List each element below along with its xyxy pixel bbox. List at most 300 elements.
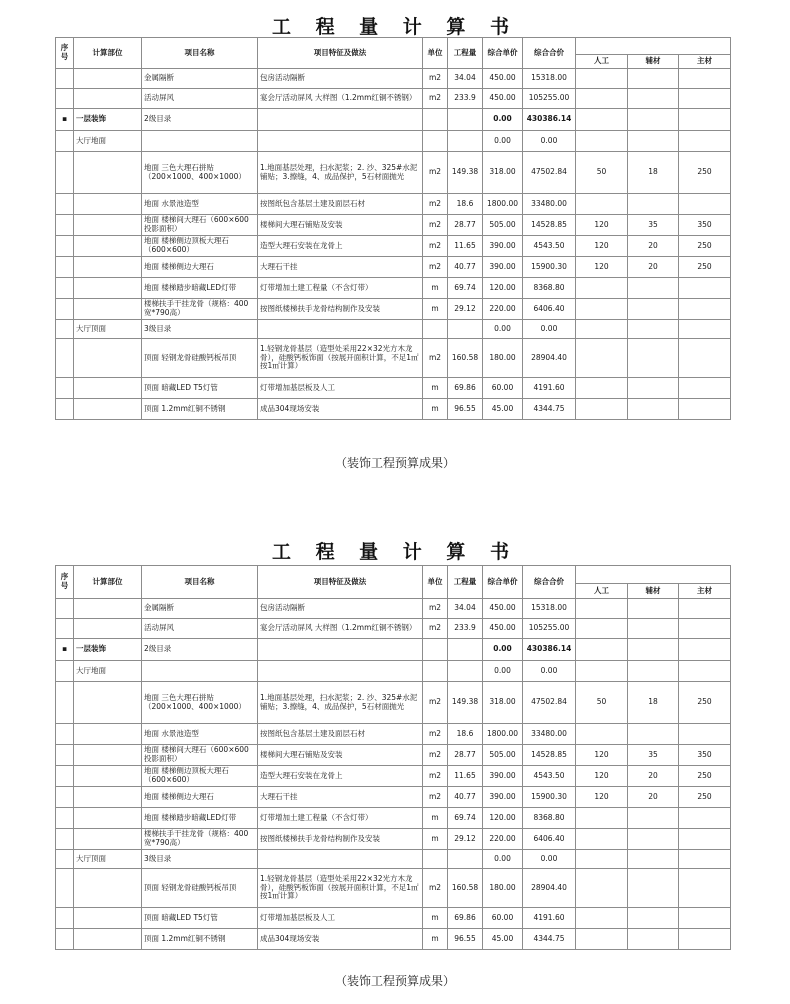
cell-unit-price: 0.00 (483, 320, 523, 339)
cell-unit-price: 318.00 (483, 152, 523, 194)
cell-labor (576, 131, 628, 152)
table-row (56, 929, 731, 950)
cell-aux-material (628, 378, 679, 399)
cell-total-price: 28904.40 (523, 339, 576, 378)
cell-main-material (679, 599, 731, 619)
cell-features: 1.轻钢龙骨基层（造型处采用22×32光方木龙骨），硅酸钙板饰面（按展开面积计算，不足1㎡按1㎡计算） (258, 339, 423, 378)
cell-features: 灯带增加土建工程量（不含灯带） (258, 808, 423, 829)
cell-unit: m2 (423, 682, 448, 724)
cell-main-material (679, 69, 731, 89)
cell-aux-material: 20 (628, 766, 679, 787)
cell-item-name (142, 661, 258, 682)
cell-unit: m2 (423, 152, 448, 194)
cell-aux-material (628, 619, 679, 639)
cell-location: 大厅顶面 (74, 850, 142, 869)
table-row (56, 257, 731, 278)
cell-unit-price: 450.00 (483, 89, 523, 109)
cell-labor (576, 320, 628, 339)
cell-location (74, 787, 142, 808)
cell-item-name: 楼梯扶手干挂龙骨（规格：400宽*790高） (142, 829, 258, 850)
cell-aux-material: 35 (628, 215, 679, 236)
cell-quantity (448, 639, 483, 661)
cell-aux-material: 35 (628, 745, 679, 766)
cell-labor (576, 299, 628, 320)
table-row (56, 109, 731, 131)
cell-quantity (448, 320, 483, 339)
cell-total-price: 4543.50 (523, 236, 576, 257)
cell-unit: m (423, 299, 448, 320)
cell-features: 包房活动隔断 (258, 69, 423, 89)
cell-item-name: 3级目录 (142, 850, 258, 869)
cell-aux-material: 18 (628, 152, 679, 194)
cell-unit: m2 (423, 869, 448, 908)
header-unit: 单位 (423, 566, 448, 599)
cell-aux-material: 20 (628, 257, 679, 278)
cell-labor: 120 (576, 215, 628, 236)
cell-seq (56, 399, 74, 420)
cell-item-name: 地面 楼梯间大理石（600×600投影面积） (142, 215, 258, 236)
header-cost-breakdown (576, 38, 731, 55)
cell-aux-material (628, 829, 679, 850)
cell-main-material (679, 829, 731, 850)
cell-features: 宴会厅活动屏风 大样图（1.2mm红铜不锈钢） (258, 89, 423, 109)
cell-unit-price: 318.00 (483, 682, 523, 724)
cell-aux-material: 20 (628, 236, 679, 257)
table-row (56, 320, 731, 339)
cell-total-price: 15318.00 (523, 69, 576, 89)
cell-location (74, 378, 142, 399)
cell-labor (576, 639, 628, 661)
cell-main-material (679, 378, 731, 399)
cell-seq (56, 766, 74, 787)
cell-labor (576, 929, 628, 950)
cell-total-price: 105255.00 (523, 619, 576, 639)
table-row (56, 850, 731, 869)
cell-labor (576, 399, 628, 420)
cell-main-material (679, 399, 731, 420)
table-row (56, 619, 731, 639)
table-row (56, 278, 731, 299)
cell-features: 按图纸楼梯扶手龙骨结构制作及安装 (258, 299, 423, 320)
cell-seq (56, 152, 74, 194)
cell-main-material: 250 (679, 787, 731, 808)
cell-quantity: 34.04 (448, 599, 483, 619)
cell-unit: m2 (423, 89, 448, 109)
cell-features: 按图纸楼梯扶手龙骨结构制作及安装 (258, 829, 423, 850)
cell-quantity: 18.6 (448, 194, 483, 215)
cell-aux-material (628, 131, 679, 152)
table-row (56, 745, 731, 766)
cell-labor: 120 (576, 766, 628, 787)
table-row (56, 194, 731, 215)
cell-quantity: 96.55 (448, 399, 483, 420)
cell-aux-material (628, 808, 679, 829)
cell-unit: m2 (423, 236, 448, 257)
cell-total-price: 4191.60 (523, 908, 576, 929)
table-row (56, 299, 731, 320)
cell-unit: m (423, 829, 448, 850)
cell-location (74, 194, 142, 215)
cell-features (258, 850, 423, 869)
cell-labor: 50 (576, 152, 628, 194)
header-seq: 序号 (56, 566, 74, 599)
cell-total-price: 15318.00 (523, 599, 576, 619)
cell-unit (423, 639, 448, 661)
cell-features: 楼梯间大理石铺贴及安装 (258, 745, 423, 766)
cell-total-price: 0.00 (523, 131, 576, 152)
cell-aux-material (628, 724, 679, 745)
cell-location: 一层装饰 (74, 109, 142, 131)
cell-aux-material (628, 278, 679, 299)
caption: （装饰工程预算成果） (334, 974, 455, 988)
cell-main-material (679, 869, 731, 908)
cell-unit (423, 109, 448, 131)
cell-unit: m2 (423, 766, 448, 787)
header-aux-material: 辅材 (628, 584, 679, 599)
table-row (56, 599, 731, 619)
cell-location (74, 908, 142, 929)
cell-location (74, 69, 142, 89)
table-row (56, 69, 731, 89)
cell-unit-price: 450.00 (483, 599, 523, 619)
table-row (56, 399, 731, 420)
cell-main-material (679, 929, 731, 950)
cell-total-price: 4191.60 (523, 378, 576, 399)
cell-unit-price: 45.00 (483, 399, 523, 420)
cell-quantity (448, 131, 483, 152)
cell-total-price: 28904.40 (523, 869, 576, 908)
cell-unit: m (423, 929, 448, 950)
cell-quantity: 29.12 (448, 829, 483, 850)
cell-labor (576, 89, 628, 109)
cell-item-name: 地面 楼梯侧边大理石 (142, 787, 258, 808)
cell-features: 灯带增加土建工程量（不含灯带） (258, 278, 423, 299)
cell-seq (56, 682, 74, 724)
cell-labor (576, 599, 628, 619)
cell-unit (423, 320, 448, 339)
cell-location (74, 745, 142, 766)
cell-location: 一层装饰 (74, 639, 142, 661)
cell-unit-price: 180.00 (483, 339, 523, 378)
cell-features (258, 320, 423, 339)
cell-aux-material (628, 299, 679, 320)
table-row (56, 829, 731, 850)
cell-item-name: 2级目录 (142, 109, 258, 131)
cell-quantity: 34.04 (448, 69, 483, 89)
cell-seq (56, 257, 74, 278)
quantity-table (55, 565, 731, 950)
cell-seq (56, 808, 74, 829)
cell-location (74, 257, 142, 278)
cell-labor (576, 661, 628, 682)
cell-unit-price: 505.00 (483, 215, 523, 236)
cell-location (74, 399, 142, 420)
cell-total-price: 4344.75 (523, 929, 576, 950)
cell-features (258, 661, 423, 682)
cell-total-price: 15900.30 (523, 257, 576, 278)
cell-location (74, 299, 142, 320)
cell-seq (56, 278, 74, 299)
table-row (56, 152, 731, 194)
caption: （装饰工程预算成果） (334, 456, 455, 470)
cell-labor (576, 378, 628, 399)
table-row (56, 378, 731, 399)
cell-total-price: 105255.00 (523, 89, 576, 109)
header-total-price: 综合合价 (523, 38, 576, 69)
cell-location (74, 766, 142, 787)
cell-location: 大厅地面 (74, 131, 142, 152)
cell-labor (576, 194, 628, 215)
cell-main-material: 350 (679, 215, 731, 236)
cell-unit-price: 220.00 (483, 829, 523, 850)
table-row (56, 682, 731, 724)
document-title: 工 程 量 计 算 书 (271, 16, 519, 38)
cell-quantity: 69.74 (448, 278, 483, 299)
cell-quantity: 69.86 (448, 378, 483, 399)
cell-unit: m2 (423, 787, 448, 808)
cell-total-price: 0.00 (523, 850, 576, 869)
cell-location (74, 339, 142, 378)
table-row (56, 908, 731, 929)
cell-seq (56, 89, 74, 109)
cell-aux-material (628, 908, 679, 929)
cell-seq: ▪ (56, 639, 74, 661)
header-unit: 单位 (423, 38, 448, 69)
cell-features: 1.轻钢龙骨基层（造型处采用22×32光方木龙骨），硅酸钙板饰面（按展开面积计算，不足1㎡按1㎡计算） (258, 869, 423, 908)
cell-quantity (448, 850, 483, 869)
header-unit-price: 综合单价 (483, 38, 523, 69)
cell-features: 1.地面基层处理，扫水泥浆；2. 沙、325#水泥铺贴；3.擦缝，4、成品保护，5石材面抛光 (258, 682, 423, 724)
cell-item-name: 金属隔断 (142, 599, 258, 619)
cell-unit: m2 (423, 619, 448, 639)
cell-main-material (679, 89, 731, 109)
cell-unit: m2 (423, 745, 448, 766)
cell-item-name: 地面 楼梯踏步暗藏LED灯带 (142, 808, 258, 829)
cell-item-name: 地面 三色大理石拼贴（200×1000、400×1000） (142, 682, 258, 724)
cell-main-material (679, 299, 731, 320)
cell-total-price: 47502.84 (523, 152, 576, 194)
cell-total-price: 8368.80 (523, 808, 576, 829)
cell-unit-price: 0.00 (483, 109, 523, 131)
cell-seq (56, 320, 74, 339)
cell-location: 大厅地面 (74, 661, 142, 682)
cell-aux-material (628, 194, 679, 215)
cell-main-material (679, 808, 731, 829)
cell-labor (576, 69, 628, 89)
table-row (56, 869, 731, 908)
cell-aux-material (628, 599, 679, 619)
cell-labor (576, 808, 628, 829)
cell-main-material (679, 619, 731, 639)
cell-main-material (679, 339, 731, 378)
cell-main-material (679, 661, 731, 682)
cell-aux-material: 18 (628, 682, 679, 724)
cell-labor (576, 724, 628, 745)
cell-aux-material (628, 69, 679, 89)
cell-item-name: 金属隔断 (142, 69, 258, 89)
cell-seq (56, 299, 74, 320)
cell-location (74, 152, 142, 194)
cell-unit-price: 390.00 (483, 766, 523, 787)
cell-aux-material: 20 (628, 787, 679, 808)
cell-aux-material (628, 850, 679, 869)
cell-location (74, 278, 142, 299)
cell-quantity (448, 109, 483, 131)
cell-unit: m (423, 278, 448, 299)
cell-seq (56, 908, 74, 929)
cell-labor (576, 829, 628, 850)
cell-location (74, 599, 142, 619)
cell-quantity: 11.65 (448, 766, 483, 787)
cell-labor (576, 908, 628, 929)
table-row (56, 766, 731, 787)
cell-labor: 120 (576, 236, 628, 257)
cell-seq (56, 829, 74, 850)
cell-total-price: 6406.40 (523, 299, 576, 320)
cell-location (74, 619, 142, 639)
cell-main-material (679, 278, 731, 299)
cell-location (74, 808, 142, 829)
cell-quantity: 233.9 (448, 89, 483, 109)
cell-main-material (679, 908, 731, 929)
cell-quantity: 149.38 (448, 682, 483, 724)
cell-unit: m2 (423, 257, 448, 278)
cell-seq: ▪ (56, 109, 74, 131)
cell-unit-price: 220.00 (483, 299, 523, 320)
cell-quantity: 11.65 (448, 236, 483, 257)
cell-seq (56, 69, 74, 89)
table-row (56, 724, 731, 745)
cell-features: 灯带增加基层板及人工 (258, 908, 423, 929)
cell-quantity: 69.74 (448, 808, 483, 829)
table-row (56, 215, 731, 236)
cell-seq (56, 194, 74, 215)
cell-unit-price: 505.00 (483, 745, 523, 766)
cell-total-price: 14528.85 (523, 215, 576, 236)
cell-location (74, 236, 142, 257)
cell-aux-material (628, 109, 679, 131)
cell-unit: m2 (423, 194, 448, 215)
cell-unit-price: 180.00 (483, 869, 523, 908)
cell-total-price: 33480.00 (523, 194, 576, 215)
cell-location (74, 215, 142, 236)
header-main-material: 主材 (679, 584, 731, 599)
cell-unit (423, 131, 448, 152)
table-row (56, 89, 731, 109)
cell-total-price: 430386.14 (523, 639, 576, 661)
cell-location (74, 89, 142, 109)
cell-unit-price: 0.00 (483, 661, 523, 682)
cell-unit-price: 45.00 (483, 929, 523, 950)
cell-features: 大理石干挂 (258, 787, 423, 808)
cell-total-price: 6406.40 (523, 829, 576, 850)
header-features: 项目特征及做法 (258, 38, 423, 69)
header-total-price: 综合合价 (523, 566, 576, 599)
cell-features (258, 131, 423, 152)
cell-unit (423, 661, 448, 682)
cell-main-material (679, 131, 731, 152)
cell-labor (576, 109, 628, 131)
cell-main-material (679, 109, 731, 131)
cell-item-name: 楼梯扶手干挂龙骨（规格：400宽*790高） (142, 299, 258, 320)
cell-features (258, 109, 423, 131)
cell-unit-price: 0.00 (483, 639, 523, 661)
cell-quantity: 40.77 (448, 257, 483, 278)
cell-unit: m2 (423, 215, 448, 236)
cell-features: 成品304现场安装 (258, 399, 423, 420)
cell-seq (56, 339, 74, 378)
cell-features: 楼梯间大理石铺贴及安装 (258, 215, 423, 236)
cell-labor: 50 (576, 682, 628, 724)
cell-main-material (679, 320, 731, 339)
cell-aux-material (628, 89, 679, 109)
cell-location (74, 724, 142, 745)
cell-main-material: 250 (679, 766, 731, 787)
cell-item-name: 活动屏风 (142, 89, 258, 109)
cell-total-price: 14528.85 (523, 745, 576, 766)
cell-seq (56, 236, 74, 257)
cell-seq (56, 869, 74, 908)
cell-quantity: 233.9 (448, 619, 483, 639)
cell-seq (56, 850, 74, 869)
cell-unit-price: 450.00 (483, 619, 523, 639)
cell-total-price: 0.00 (523, 320, 576, 339)
cell-total-price: 430386.14 (523, 109, 576, 131)
table-row (56, 639, 731, 661)
cell-item-name: 3级目录 (142, 320, 258, 339)
header-labor: 人工 (576, 584, 628, 599)
cell-unit-price: 390.00 (483, 236, 523, 257)
cell-seq (56, 787, 74, 808)
cell-quantity: 29.12 (448, 299, 483, 320)
cell-seq (56, 599, 74, 619)
cell-unit-price: 0.00 (483, 131, 523, 152)
table-row (56, 131, 731, 152)
cell-total-price: 33480.00 (523, 724, 576, 745)
table-row (56, 808, 731, 829)
cell-aux-material (628, 929, 679, 950)
header-main-material: 主材 (679, 55, 731, 69)
cell-aux-material (628, 661, 679, 682)
cell-main-material: 250 (679, 257, 731, 278)
cell-features (258, 639, 423, 661)
cell-unit: m2 (423, 339, 448, 378)
header-item-name: 项目名称 (142, 38, 258, 69)
cell-aux-material (628, 339, 679, 378)
cell-unit-price: 390.00 (483, 257, 523, 278)
cell-item-name: 顶面 1.2mm红铜不锈钢 (142, 929, 258, 950)
cell-unit-price: 1800.00 (483, 194, 523, 215)
cell-features: 大理石干挂 (258, 257, 423, 278)
cell-unit-price: 120.00 (483, 808, 523, 829)
cell-item-name: 顶面 暗藏LED T5灯管 (142, 908, 258, 929)
cell-item-name: 地面 三色大理石拼贴（200×1000、400×1000） (142, 152, 258, 194)
cell-unit-price: 1800.00 (483, 724, 523, 745)
header-location: 计算部位 (74, 566, 142, 599)
header-cost-breakdown (576, 566, 731, 584)
cell-features: 造型大理石安装在龙骨上 (258, 236, 423, 257)
cell-labor (576, 869, 628, 908)
cell-quantity: 160.58 (448, 339, 483, 378)
cell-unit: m (423, 908, 448, 929)
cell-labor: 120 (576, 787, 628, 808)
cell-unit-price: 0.00 (483, 850, 523, 869)
cell-location (74, 869, 142, 908)
cell-item-name: 地面 楼梯踏步暗藏LED灯带 (142, 278, 258, 299)
cell-quantity: 18.6 (448, 724, 483, 745)
cell-unit: m (423, 399, 448, 420)
cell-features: 包房活动隔断 (258, 599, 423, 619)
